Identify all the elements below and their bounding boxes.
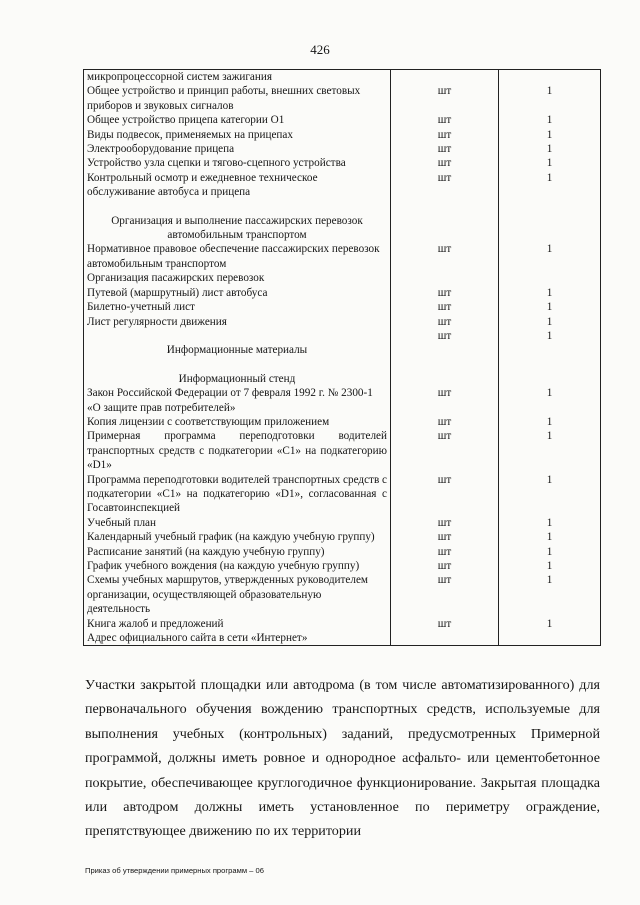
row-name: Билетно-учетный лист xyxy=(84,300,391,314)
row-qty: 1 xyxy=(546,243,553,256)
table-row xyxy=(84,156,601,170)
row-unit xyxy=(391,631,499,646)
body-paragraph: Участки закрытой площадки или автодрома (в том числе автоматизированного) для первоначального обучения вождению транспортных средств, используемые для выполнения учебных (контрольных) заданий, предусмотренных Примерной программой, должны иметь ровное и однородное асфальто- или цементобетонное покрытие, обеспечивающее круглогодичное функционирование. Закрытая площадка или автодром должны иметь установленное по периметру ограждение, препятствующее движению по их территории xyxy=(85,677,600,840)
row-name: Книга жалоб и предложений xyxy=(84,617,391,631)
row-qty: 1 xyxy=(546,516,553,529)
row-qty: 1 xyxy=(546,473,553,486)
table-row xyxy=(84,84,601,113)
row-qty: 1 xyxy=(546,157,553,170)
row-unit xyxy=(391,214,499,243)
row-qty: 1 xyxy=(546,85,553,98)
row-qty: 1 xyxy=(546,329,553,342)
row-unit: шт xyxy=(391,142,499,156)
row-name: Путевой (маршрутный) лист автобуса xyxy=(84,286,391,300)
row-qty: 1 xyxy=(546,560,553,572)
row-unit: шт xyxy=(391,315,499,329)
table-row xyxy=(84,573,601,616)
table-row xyxy=(84,315,601,329)
table-row xyxy=(84,128,601,142)
row-unit: шт xyxy=(391,156,499,170)
table-row xyxy=(84,329,601,343)
row-unit: шт xyxy=(391,473,499,516)
equipment-table xyxy=(83,69,601,646)
table-row xyxy=(84,617,601,631)
table-row xyxy=(84,286,601,300)
row-unit: шт xyxy=(391,573,499,616)
row-name xyxy=(84,358,391,372)
row-name: Схемы учебных маршрутов, утвержденных руководителем организации, осуществляющей образовательную деятельность xyxy=(84,573,391,616)
row-qty: 1 xyxy=(546,545,553,558)
row-unit: шт xyxy=(391,113,499,127)
table-row xyxy=(84,142,601,156)
table-row xyxy=(84,530,601,544)
row-unit: шт xyxy=(391,545,499,559)
row-unit: шт xyxy=(391,84,499,113)
table-row xyxy=(84,559,601,573)
table-row xyxy=(84,516,601,530)
row-qty: 1 xyxy=(546,574,553,587)
row-name: График учебного вождения (на каждую учебную группу) xyxy=(84,559,391,573)
row-qty xyxy=(499,271,601,285)
row-qty: 1 xyxy=(546,531,553,544)
page-number: 426 xyxy=(310,42,330,57)
row-qty xyxy=(499,358,601,372)
table-row xyxy=(84,429,601,472)
row-unit: шт xyxy=(391,530,499,544)
row-name: Лист регулярности движения xyxy=(84,315,391,329)
footer-note: Приказ об утверждении примерных программ – 06 xyxy=(85,866,264,875)
table-row xyxy=(84,343,601,357)
row-name: Программа переподготовки водителей транспортных средств с подкатегории «C1» на подкатегорию «D1», согласованная с Госавтоинспекцией xyxy=(84,473,391,516)
table-row xyxy=(84,415,601,429)
row-qty xyxy=(499,631,601,646)
table-row xyxy=(84,473,601,516)
row-unit: шт xyxy=(391,171,499,200)
row-name: Информационные материалы xyxy=(84,343,391,357)
row-unit xyxy=(391,200,499,214)
row-qty xyxy=(499,70,601,85)
table-row xyxy=(84,242,601,271)
row-unit xyxy=(391,271,499,285)
row-qty: 1 xyxy=(546,430,553,443)
row-name: Устройство узла сцепки и тягово-сцепного устройства xyxy=(84,156,391,170)
table-row xyxy=(84,200,601,214)
table-row xyxy=(84,214,601,243)
row-name: Нормативное правовое обеспечение пассажирских перевозок автомобильным транспортом xyxy=(84,242,391,271)
row-qty: 1 xyxy=(546,387,553,400)
row-name xyxy=(84,329,391,343)
row-name: Информационный стенд xyxy=(84,372,391,386)
table-row xyxy=(84,631,601,646)
table-row xyxy=(84,271,601,285)
row-unit xyxy=(391,372,499,386)
row-qty: 1 xyxy=(546,315,553,328)
row-qty xyxy=(499,343,601,357)
row-name: Виды подвесок, применяемых на прицепах xyxy=(84,128,391,142)
row-unit: шт xyxy=(391,286,499,300)
table-row xyxy=(84,113,601,127)
row-qty: 1 xyxy=(546,301,553,314)
table-row xyxy=(84,300,601,314)
row-name: Общее устройство прицепа категории О1 xyxy=(84,113,391,127)
row-name: Календарный учебный график (на каждую учебную группу) xyxy=(84,530,391,544)
row-qty: 1 xyxy=(546,617,553,630)
row-unit: шт xyxy=(391,329,499,343)
row-qty: 1 xyxy=(546,114,553,127)
row-name: Общее устройство и принцип работы, внешних световых приборов и звуковых сигналов xyxy=(84,84,391,113)
row-unit: шт xyxy=(391,128,499,142)
row-qty: 1 xyxy=(546,415,553,428)
row-unit: шт xyxy=(391,617,499,631)
row-unit: шт xyxy=(391,559,499,573)
row-name: Учебный план xyxy=(84,516,391,530)
row-qty xyxy=(499,200,601,214)
row-unit xyxy=(391,70,499,85)
row-name: Примерная программа переподготовки водителей транспортных средств с подкатегории «C1» на подкатегорию «D1» xyxy=(84,429,391,472)
table-row xyxy=(84,386,601,415)
table-row xyxy=(84,545,601,559)
table-row xyxy=(84,70,601,85)
row-unit xyxy=(391,343,499,357)
row-name: микропроцессорной систем зажигания xyxy=(84,70,391,85)
row-name: Копия лицензии с соответствующим приложением xyxy=(84,415,391,429)
row-qty: 1 xyxy=(546,171,553,184)
row-name: Расписание занятий (на каждую учебную группу) xyxy=(84,545,391,559)
row-unit: шт xyxy=(391,242,499,271)
row-name: Адрес официального сайта в сети «Интернет» xyxy=(84,631,391,646)
row-qty xyxy=(499,214,601,243)
table-row xyxy=(84,372,601,386)
row-unit xyxy=(391,358,499,372)
row-unit: шт xyxy=(391,386,499,415)
row-qty: 1 xyxy=(546,286,553,299)
table-row xyxy=(84,358,601,372)
row-name: Электрооборудование прицепа xyxy=(84,142,391,156)
row-name: Контрольный осмотр и ежедневное техническое обслуживание автобуса и прицепа xyxy=(84,171,391,200)
row-unit: шт xyxy=(391,429,499,472)
row-name: Организация и выполнение пассажирских перевозок автомобильным транспортом xyxy=(84,214,391,243)
row-name: Организация пасажирских перевозок xyxy=(84,271,391,285)
table-row xyxy=(84,171,601,200)
row-unit: шт xyxy=(391,516,499,530)
row-qty xyxy=(499,372,601,386)
row-name: Закон Российской Федерации от 7 февраля 1992 г. № 2300-1 «О защите прав потребителей» xyxy=(84,386,391,415)
row-unit: шт xyxy=(391,415,499,429)
row-unit: шт xyxy=(391,300,499,314)
row-qty: 1 xyxy=(546,143,553,156)
row-qty: 1 xyxy=(546,128,553,141)
row-name xyxy=(84,200,391,214)
